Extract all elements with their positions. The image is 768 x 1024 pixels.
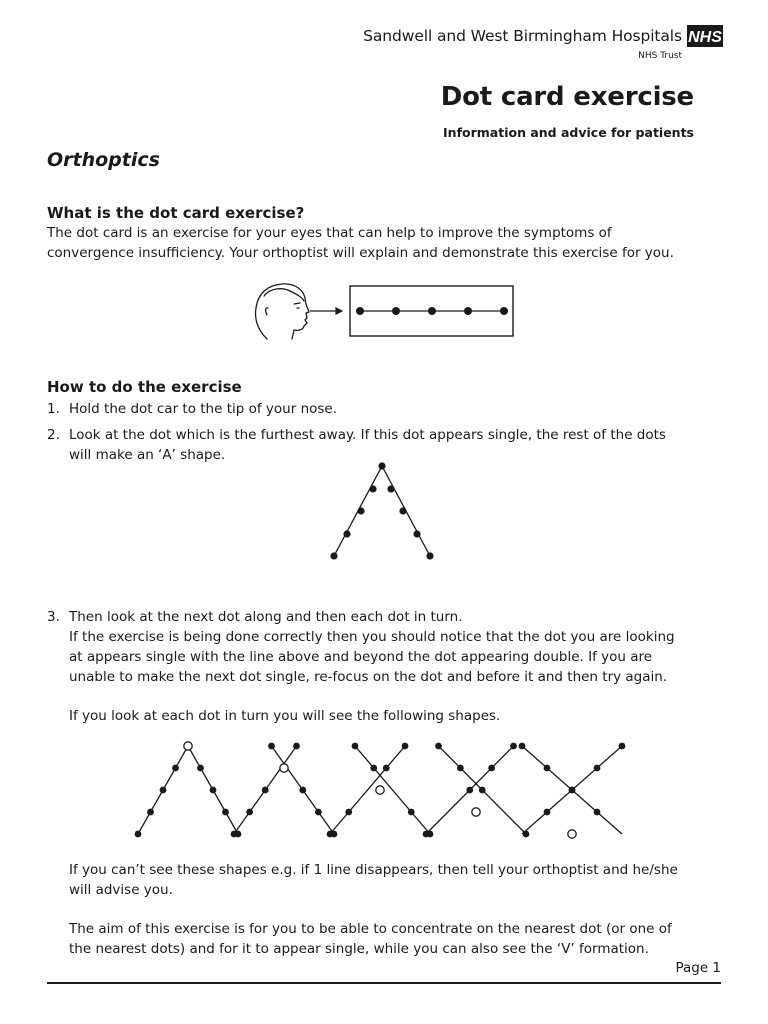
shape-dot: [160, 787, 167, 794]
shape-dot: [594, 809, 601, 816]
nhs-logo-text: NHS: [688, 29, 722, 46]
shape-line: [330, 746, 405, 834]
x-shape: [327, 743, 434, 838]
fixation-dot: [472, 808, 480, 816]
diagram-dot: [413, 530, 420, 537]
step-3-line-1: Then look at the next dot along and then each dot in turn.: [69, 609, 463, 625]
shape-dot: [147, 809, 154, 816]
cant-see-line-1: If you can’t see these shapes e.g. if 1 line disappears, then tell your orthoptist and he/she: [69, 862, 678, 878]
step-2-line-1: Look at the dot which is the furthest away. If this dot appears single, the rest of the dots: [69, 427, 666, 443]
fixation-dot: [568, 830, 576, 838]
aim-line-2: the nearest dots) and for it to appear single, while you can also see the ‘V’ formation.: [69, 941, 649, 957]
a-shape: [135, 742, 242, 838]
fixation-dot: [376, 786, 384, 794]
crossing-shape-4: [423, 743, 530, 838]
v-shape: [519, 743, 626, 839]
step-number: 3.: [47, 609, 60, 625]
shape-dot: [479, 787, 486, 794]
shape-dot: [246, 809, 253, 816]
step-1-line-1: Hold the dot car to the tip of your nose.: [69, 401, 338, 417]
head-icon: [255, 284, 309, 339]
shape-dot: [523, 831, 530, 838]
diagram-dot: [369, 485, 376, 492]
shape-dot: [408, 809, 415, 816]
step-3-line-2: If the exercise is being done correctly then you should notice that the dot you are looking: [69, 629, 675, 645]
shape-dot: [299, 787, 306, 794]
shape-dot: [172, 765, 179, 772]
heading-how-to: How to do the exercise: [47, 378, 242, 396]
shape-dot: [370, 765, 377, 772]
shape-dot: [210, 787, 217, 794]
shape-dot: [383, 765, 390, 772]
page-number: Page 1: [675, 960, 721, 976]
shapes-intro: If you look at each dot in turn you will see the following shapes.: [69, 708, 501, 724]
step-3-line-4: unable to make the next dot single, re-focus on the dot and before it and then try again.: [69, 669, 668, 685]
shape-dot: [519, 743, 526, 750]
shape-dot: [569, 787, 576, 794]
shape-dot: [402, 743, 409, 750]
heading-what-is: What is the dot card exercise?: [47, 204, 305, 222]
section-title: Orthoptics: [47, 149, 160, 171]
card-dot: [392, 307, 400, 315]
what-line-1: The dot card is an exercise for your eyes that can help to improve the symptoms of: [47, 225, 612, 241]
shape-dot: [315, 809, 322, 816]
card-dot: [356, 307, 364, 315]
shape-dot: [594, 765, 601, 772]
shape-dot: [466, 787, 473, 794]
shape-dot: [435, 743, 442, 750]
diagram-dot: [330, 552, 337, 559]
what-line-2: convergence insufficiency. Your orthoptist will explain and demonstrate this exercise for you.: [47, 245, 674, 261]
step-3-line-3: at appears single with the line above and beyond the dot appearing double. If you are: [69, 649, 653, 665]
shape-dot: [352, 743, 359, 750]
trust-label: NHS Trust: [638, 51, 682, 61]
shape-dot: [510, 743, 517, 750]
a-shape-diagram: [320, 458, 450, 568]
shape-dot: [197, 765, 204, 772]
diagram-dot: [357, 507, 364, 514]
arrow-icon: [310, 308, 342, 314]
diagram-dot: [426, 552, 433, 559]
shape-dot: [135, 831, 142, 838]
diagram-dot: [387, 485, 394, 492]
shape-dot: [293, 743, 300, 750]
aim-line-1: The aim of this exercise is for you to be able to concentrate on the nearest dot (or one of: [69, 921, 672, 937]
nhs-logo: [687, 25, 723, 47]
shape-dot: [544, 765, 551, 772]
step-number: 1.: [47, 401, 60, 417]
step-2-line-2: will make an ‘A’ shape.: [69, 447, 226, 463]
shape-dot: [327, 831, 334, 838]
shape-dot: [345, 809, 352, 816]
shape-line: [355, 746, 430, 834]
shape-dot: [268, 743, 275, 750]
step-number: 2.: [47, 427, 60, 443]
card-dot: [428, 307, 436, 315]
shape-dot: [423, 831, 430, 838]
page-subtitle: Information and advice for patients: [443, 125, 694, 140]
shape-dot: [457, 765, 464, 772]
shape-dot: [619, 743, 626, 750]
diagram-dot: [399, 507, 406, 514]
shape-dot: [544, 809, 551, 816]
organisation-name: Sandwell and West Birmingham Hospitals: [363, 27, 682, 45]
fixation-dot: [184, 742, 192, 750]
card-dot: [464, 307, 472, 315]
fixation-dot: [280, 764, 288, 772]
a-shape-dots: [330, 462, 433, 559]
head-and-card-illustration: [250, 278, 520, 343]
diagram-dot: [378, 462, 385, 469]
crossing-shape-2: [231, 743, 338, 838]
card-dot: [500, 307, 508, 315]
diagram-dot: [343, 530, 350, 537]
cant-see-line-2: will advise you.: [69, 882, 173, 898]
page-title: Dot card exercise: [440, 82, 694, 112]
footer-rule: [47, 982, 721, 984]
dot-shapes-sequence: [130, 738, 640, 843]
shape-dot: [231, 831, 238, 838]
shape-dot: [488, 765, 495, 772]
shape-dot: [262, 787, 269, 794]
shape-dot: [222, 809, 229, 816]
